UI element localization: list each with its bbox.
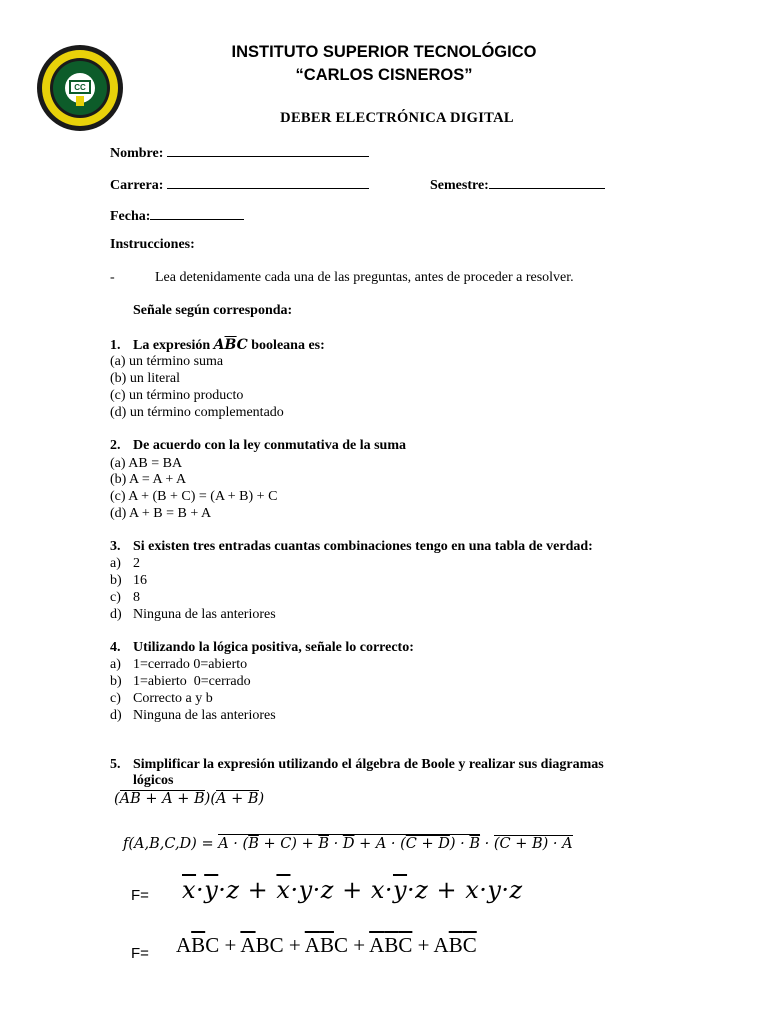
instructions-title: Instrucciones: [110, 237, 195, 252]
question-3 [110, 539, 593, 555]
institute-title: INSTITUTO SUPERIOR TECNOLÓGICO [231, 43, 537, 61]
f2-term-2: $\overline{x}\cdot y\cdot z$ [276, 876, 334, 904]
expr-abc [214, 337, 248, 353]
logo-monogram: CC [74, 83, 86, 92]
carrera-label: Carrera: [110, 178, 164, 193]
option-value: 16 [133, 573, 147, 588]
semestre-label: Semestre: [430, 178, 489, 193]
f2-term-1: $\overline{x}\cdot\overline{y}\cdot z$ [182, 876, 240, 904]
question-5 [110, 757, 604, 773]
q4-option-d[interactable] [110, 707, 276, 724]
option-label: a) [110, 657, 121, 672]
f2-term-4: x·y·z [465, 876, 523, 904]
carrera-field[interactable] [110, 175, 369, 195]
q4-option-c[interactable] [110, 690, 213, 707]
f3-expression: $A\overline{B}C + \overline{A}BC + \overline{A}\overline{B}C + \overline{A}\overline{B}\overline{C} + A\overline{B}\overline{C}$ [176, 933, 477, 957]
question-text-end: booleana es: [247, 338, 325, 353]
option-value: Ninguna de las anteriores [133, 708, 276, 723]
option-value: 8 [133, 590, 140, 605]
option-label: b) [110, 573, 122, 588]
f3-term-2: $\overline{A}BC$ [240, 933, 284, 957]
option-label: c) [110, 691, 121, 706]
question-number: 4. [110, 640, 121, 655]
f3-prefix: F= [131, 945, 149, 962]
f2-expression: $\overline{x}\cdot\overline{y}\cdot z + \overline{x}\cdot y\cdot z + x\cdot\overline{y}\cdot z + x\cdot y\cdot z$ [182, 876, 523, 904]
question-text: De acuerdo con la ley conmutativa de la suma [133, 438, 406, 453]
option-label: d) [110, 708, 122, 723]
option-label: b) [110, 674, 122, 689]
question-number: 1. [110, 338, 121, 353]
option-value: 1=cerrado 0=abierto [133, 657, 248, 672]
section-title: Señale según corresponda: [133, 303, 293, 318]
question-1 [110, 337, 325, 354]
question-text: Simplificar la expresión utilizando el álgebra de Boole y realizar sus diagramas [133, 757, 604, 772]
option-label: c) [110, 590, 121, 605]
option-value: 1=abierto 0=cerrado [133, 674, 251, 689]
q3-option-c[interactable] [110, 589, 140, 606]
f3-term-3: $\overline{A}\overline{B}C$ [304, 933, 348, 957]
q1-option-c[interactable]: (c) un término producto [110, 388, 244, 403]
expr-b-bar: $\overline{B}$ [224, 337, 237, 353]
q3-option-a[interactable] [110, 555, 140, 572]
question-2 [110, 438, 406, 454]
institute-name: “CARLOS CISNEROS” [295, 66, 473, 84]
q2-option-c[interactable]: (c) A + (B + C) = (A + B) + C [110, 489, 278, 504]
semestre-line[interactable] [489, 175, 605, 189]
question-4 [110, 640, 414, 656]
f2-prefix: F= [131, 887, 149, 904]
question-text: Si existen tres entradas cuantas combinaciones tengo en una tabla de verdad: [133, 539, 593, 554]
option-value: 2 [133, 556, 140, 571]
q2-option-b[interactable]: (b) A = A + A [110, 472, 187, 487]
option-label: a) [110, 556, 121, 571]
option-value: Ninguna de las anteriores [133, 607, 276, 622]
assignment-title: DEBER ELECTRÓNICA DIGITAL [280, 110, 514, 126]
q4-option-b[interactable] [110, 673, 251, 690]
q1-option-b[interactable]: (b) un literal [110, 371, 180, 386]
fecha-label: Fecha: [110, 209, 151, 224]
q1-option-d[interactable]: (d) un término complementado [110, 405, 284, 420]
option-label: d) [110, 607, 122, 622]
expr-c: C [236, 337, 248, 353]
q3-option-d[interactable] [110, 606, 276, 623]
instruction-bullet: - [110, 270, 115, 285]
carrera-line[interactable] [167, 175, 369, 189]
f-lhs: f(A,B,C,D) = [123, 836, 219, 852]
question-number: 5. [110, 757, 121, 772]
semestre-field[interactable] [430, 175, 605, 195]
q2-option-a[interactable]: (a) AB = BA [110, 456, 183, 471]
question-number: 3. [110, 539, 121, 554]
q2-option-d[interactable]: (d) A + B = B + A [110, 506, 212, 521]
f2-term-3: $x\cdot\overline{y}\cdot z$ [370, 876, 429, 904]
expression-1: $(AB + A + B)(A + \overline{B})$ [114, 791, 265, 807]
fecha-field[interactable] [110, 206, 244, 226]
question-text: Utilizando la lógica positiva, señale lo correcto: [133, 640, 414, 655]
question-text: La expresión [133, 338, 214, 353]
fecha-line[interactable] [150, 206, 244, 220]
f3-term-1: $A\overline{B}C$ [176, 933, 220, 957]
expression-f-abcd: $f(A,B,C,D) = A \cdot (\overline{B} + C) + \overline{B} \cdot \overline{D} + A \cdot (C + D) \cdot \overline{B} \cdot (C + B) \cdot A$ [123, 836, 573, 852]
nombre-field[interactable] [110, 143, 369, 163]
expr-a: A [213, 337, 225, 353]
f3-term-4: $\overline{A}\overline{B}\overline{C}$ [369, 933, 413, 957]
nombre-line[interactable] [167, 143, 369, 157]
nombre-label: Nombre: [110, 146, 164, 161]
option-value: Correcto a y b [133, 691, 213, 706]
q1-option-a[interactable]: (a) un término suma [110, 354, 224, 369]
question-number: 2. [110, 438, 121, 453]
q4-option-a[interactable] [110, 656, 248, 673]
instruction-text: Lea detenidamente cada una de las preguntas, antes de proceder a resolver. [155, 270, 574, 285]
question-5-line2: lógicos [133, 773, 174, 788]
q3-option-b[interactable] [110, 572, 147, 589]
f3-term-5: $A\overline{B}\overline{C}$ [433, 933, 477, 957]
